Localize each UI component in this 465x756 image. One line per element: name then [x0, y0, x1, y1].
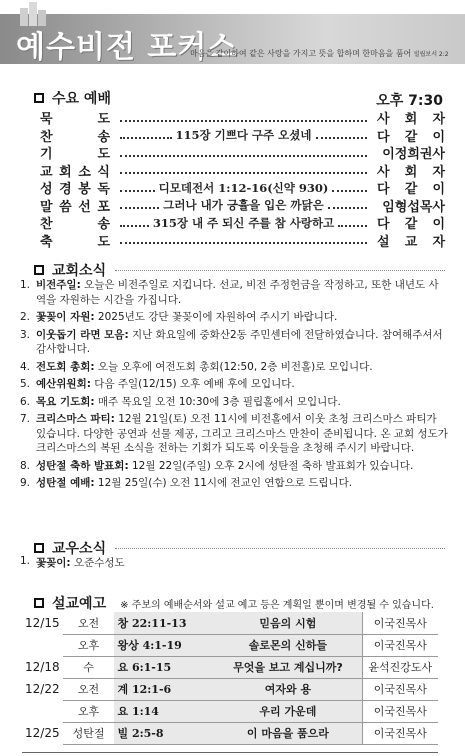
item-heading: 전도회 총회: — [36, 360, 95, 373]
checkbox-square-icon — [34, 598, 44, 608]
schedule-title: 설교예고 — [52, 596, 107, 612]
checkbox-square-icon — [34, 265, 44, 275]
checkbox-square-icon — [34, 543, 44, 553]
item-number: 1. — [20, 555, 31, 567]
table-row — [22, 678, 438, 700]
item-text: 매주 목요일 오전 10:30에 3층 필립홀에서 모입니다. — [94, 395, 341, 408]
order-label: 기 도 — [40, 147, 110, 163]
order-content — [110, 149, 377, 157]
scripture-cell: 빌 2:5-8 — [114, 722, 214, 744]
banner-title: 예수비전 포커스 — [16, 30, 238, 65]
schedule-table — [22, 612, 438, 752]
preacher-cell: 이국진목사 — [362, 612, 438, 634]
news-header — [34, 260, 106, 280]
item-heading: 꽃꽂이: — [36, 557, 71, 569]
preacher-cell: 이국진목사 — [362, 678, 438, 700]
list-item — [20, 377, 448, 392]
item-heading: 성탄절 예배: — [36, 477, 95, 489]
time-cell: 오후 — [63, 700, 115, 722]
worship-order-row — [40, 109, 445, 127]
order-content-text: 115장 기쁘다 구주 오셨네 — [175, 128, 312, 143]
item-number: 6. — [20, 395, 31, 408]
item-number: 4. — [20, 360, 31, 373]
worship-order-row — [40, 232, 445, 250]
time-cell: 수 — [63, 656, 115, 678]
list-item — [20, 412, 448, 456]
table-row — [22, 612, 438, 634]
item-body — [36, 459, 413, 474]
banner-subtitle — [190, 48, 449, 59]
worship-order-row — [40, 144, 445, 162]
order-label: 성 경 봉 독 — [40, 182, 110, 198]
order-leader: 설 교 자 — [377, 234, 445, 250]
checkbox-square-icon — [34, 93, 44, 103]
list-item — [20, 555, 125, 570]
scripture-cell: 요 6:1-15 — [114, 656, 214, 678]
list-item — [20, 310, 448, 325]
item-text: 12월 25일(수) 오전 11시에 전교인 연합으로 드립니다. — [94, 477, 353, 489]
header-banner — [0, 0, 465, 66]
item-body — [36, 328, 448, 357]
order-label: 찬 송 — [40, 129, 110, 145]
item-number: 1. — [20, 279, 31, 291]
time-cell: 오전 — [63, 612, 115, 634]
order-leader: 다 같 이 — [377, 129, 445, 145]
sermon-title-cell: 무엇을 보고 계십니까? — [214, 656, 362, 678]
item-text: 12월 21일(토) 오전 11시에 비전홀에서 이웃 초청 크리스마스 파티가 있습니다. 다양한 공연과 선물 제공, 그리고 크리스마스 만찬이 준비됩니다. 온 교회 성도가 크리스마스의 복된 소식을 전하는 기회가 되도록 이웃들을 초청해 주시기 바랍니다. — [36, 413, 448, 454]
item-text: 오준수성도 — [70, 557, 125, 569]
item-body — [36, 310, 337, 325]
banner-verse-ref: 빌립보서 2:2 — [413, 51, 449, 58]
list-item — [20, 459, 448, 474]
order-content — [110, 180, 377, 196]
worship-order — [40, 109, 445, 249]
order-content — [110, 215, 377, 231]
preacher-cell: 이국진목사 — [362, 722, 438, 744]
item-body — [36, 412, 448, 456]
divider — [115, 548, 445, 549]
date-cell: 12/15 — [25, 616, 60, 630]
order-content-text: 그러나 내가 긍휼을 입은 까닭은 — [163, 198, 324, 213]
schedule-header — [34, 593, 434, 613]
item-heading: 비전주일: — [36, 279, 81, 291]
item-heading: 이웃돕기 라면 모음: — [36, 328, 129, 341]
order-label: 말 씀 선 포 — [40, 199, 110, 215]
list-item — [20, 395, 448, 410]
item-heading: 예산위원회: — [36, 378, 91, 390]
time-cell: 오후 — [63, 634, 115, 656]
item-body — [36, 555, 125, 570]
table-row — [22, 722, 438, 744]
order-leader: 이정희권사 — [382, 147, 445, 163]
order-leader: 사 회 자 — [377, 164, 445, 180]
item-text: 다음 주일(12/15) 오후 예배 후에 모입니다. — [90, 378, 295, 390]
scripture-cell: 창 22:11-13 — [114, 612, 214, 634]
item-number: 8. — [20, 459, 31, 472]
order-label: 찬 송 — [40, 217, 110, 233]
date-cell: 12/18 — [25, 660, 60, 674]
worship-order-row — [40, 162, 445, 180]
item-body — [36, 395, 341, 410]
sermon-title-cell: 이 마음을 품으라 — [214, 722, 362, 744]
item-body — [36, 377, 295, 392]
schedule-note: ※ 주보의 예배순서와 설교 예고 등은 계획일 뿐이며 변경될 수 있습니다. — [120, 599, 434, 611]
worship-title: 수요 예배 — [52, 91, 111, 107]
item-number: 5. — [20, 378, 31, 390]
item-body — [36, 360, 373, 375]
date-cell: 12/22 — [25, 682, 60, 696]
item-heading: 꽃꽂이 자원: — [36, 311, 95, 323]
item-body — [36, 476, 352, 491]
sermon-title-cell: 솔로몬의 신하들 — [214, 634, 362, 656]
item-heading: 성탄절 축하 발표회: — [36, 459, 129, 472]
order-content-text: 디모데전서 1:12-16(신약 930) — [158, 180, 329, 195]
worship-order-row — [40, 179, 445, 197]
order-leader: 사 회 자 — [377, 112, 445, 128]
item-text: 오늘 오후에 여전도회 총회(12:50, 2층 비전홀)로 모입니다. — [94, 360, 373, 373]
order-content — [110, 197, 377, 213]
table-row — [22, 634, 438, 656]
preacher-cell: 이국진목사 — [362, 634, 438, 656]
order-content — [110, 127, 377, 143]
sermon-title-cell: 여자와 용 — [214, 678, 362, 700]
banner-verse: 마음을 같이하여 같은 사랑을 가지고 뜻을 합하며 한마음을 품어 — [190, 49, 412, 58]
table-row — [22, 656, 438, 678]
sermon-title-cell: 믿음의 시험 — [214, 612, 362, 634]
item-text: 12월 22일(주일) 오후 2시에 성탄절 축하 발표회가 있습니다. — [128, 459, 414, 472]
order-content-text: 315장 내 주 되신 주를 참 사랑하고 — [152, 215, 335, 230]
order-content — [110, 236, 377, 244]
list-item — [20, 328, 448, 357]
scripture-cell: 계 12:1-6 — [114, 678, 214, 700]
item-number: 3. — [20, 328, 31, 341]
list-item — [20, 278, 448, 307]
time-cell: 성탄절 — [63, 722, 115, 744]
item-heading: 목요 기도회: — [36, 395, 95, 408]
worship-order-row — [40, 127, 445, 145]
item-text: 지난 화요일에 중화산2동 주민센터에 전달하였습니다. 참여해주셔서 감사합니다. — [36, 328, 443, 355]
order-label: 묵 도 — [40, 112, 110, 128]
preacher-cell: 이국진목사 — [362, 700, 438, 722]
worship-order-row — [40, 197, 445, 215]
divider — [115, 270, 445, 271]
item-number: 7. — [20, 413, 31, 425]
scripture-cell: 왕상 4:1-19 — [114, 634, 214, 656]
list-item — [20, 360, 448, 375]
item-heading: 크리스마스 파티: — [36, 413, 115, 425]
order-leader: 다 같 이 — [377, 182, 445, 198]
sermon-title-cell: 우리 가운데 — [214, 700, 362, 722]
date-cell — [22, 700, 63, 722]
item-text: 오늘은 비전주일로 지킵니다. 선교, 비전 주정헌금을 작정하고, 또한 내년도 사역을 자원하는 시간을 가집니다. — [36, 279, 439, 306]
news-title: 교회소식 — [52, 263, 107, 279]
order-leader: 임형섭목사 — [382, 199, 445, 215]
preacher-cell: 윤석진강도사 — [362, 656, 438, 678]
worship-time: 오후 7:30 — [376, 93, 443, 109]
date-cell: 12/25 — [25, 726, 60, 740]
news-list — [20, 278, 448, 494]
list-item — [20, 476, 448, 491]
order-content — [110, 114, 377, 122]
scripture-cell: 요 1:14 — [114, 700, 214, 722]
worship-header — [34, 88, 111, 108]
members-list — [20, 555, 125, 570]
time-cell: 오전 — [63, 678, 115, 700]
order-label: 교 회 소 식 — [40, 164, 110, 180]
order-leader: 다 같 이 — [377, 217, 445, 233]
worship-order-row — [40, 214, 445, 232]
members-title: 교우소식 — [52, 541, 107, 557]
table-row — [22, 700, 438, 722]
item-text: 2025년도 강단 꽃꽂이에 자원하여 주시기 바랍니다. — [94, 311, 338, 323]
order-content — [110, 166, 377, 174]
item-number: 2. — [20, 311, 31, 323]
item-body — [36, 278, 448, 307]
divider — [22, 752, 438, 753]
item-number: 9. — [20, 477, 31, 489]
date-cell — [22, 634, 63, 656]
order-label: 축 도 — [40, 234, 110, 250]
